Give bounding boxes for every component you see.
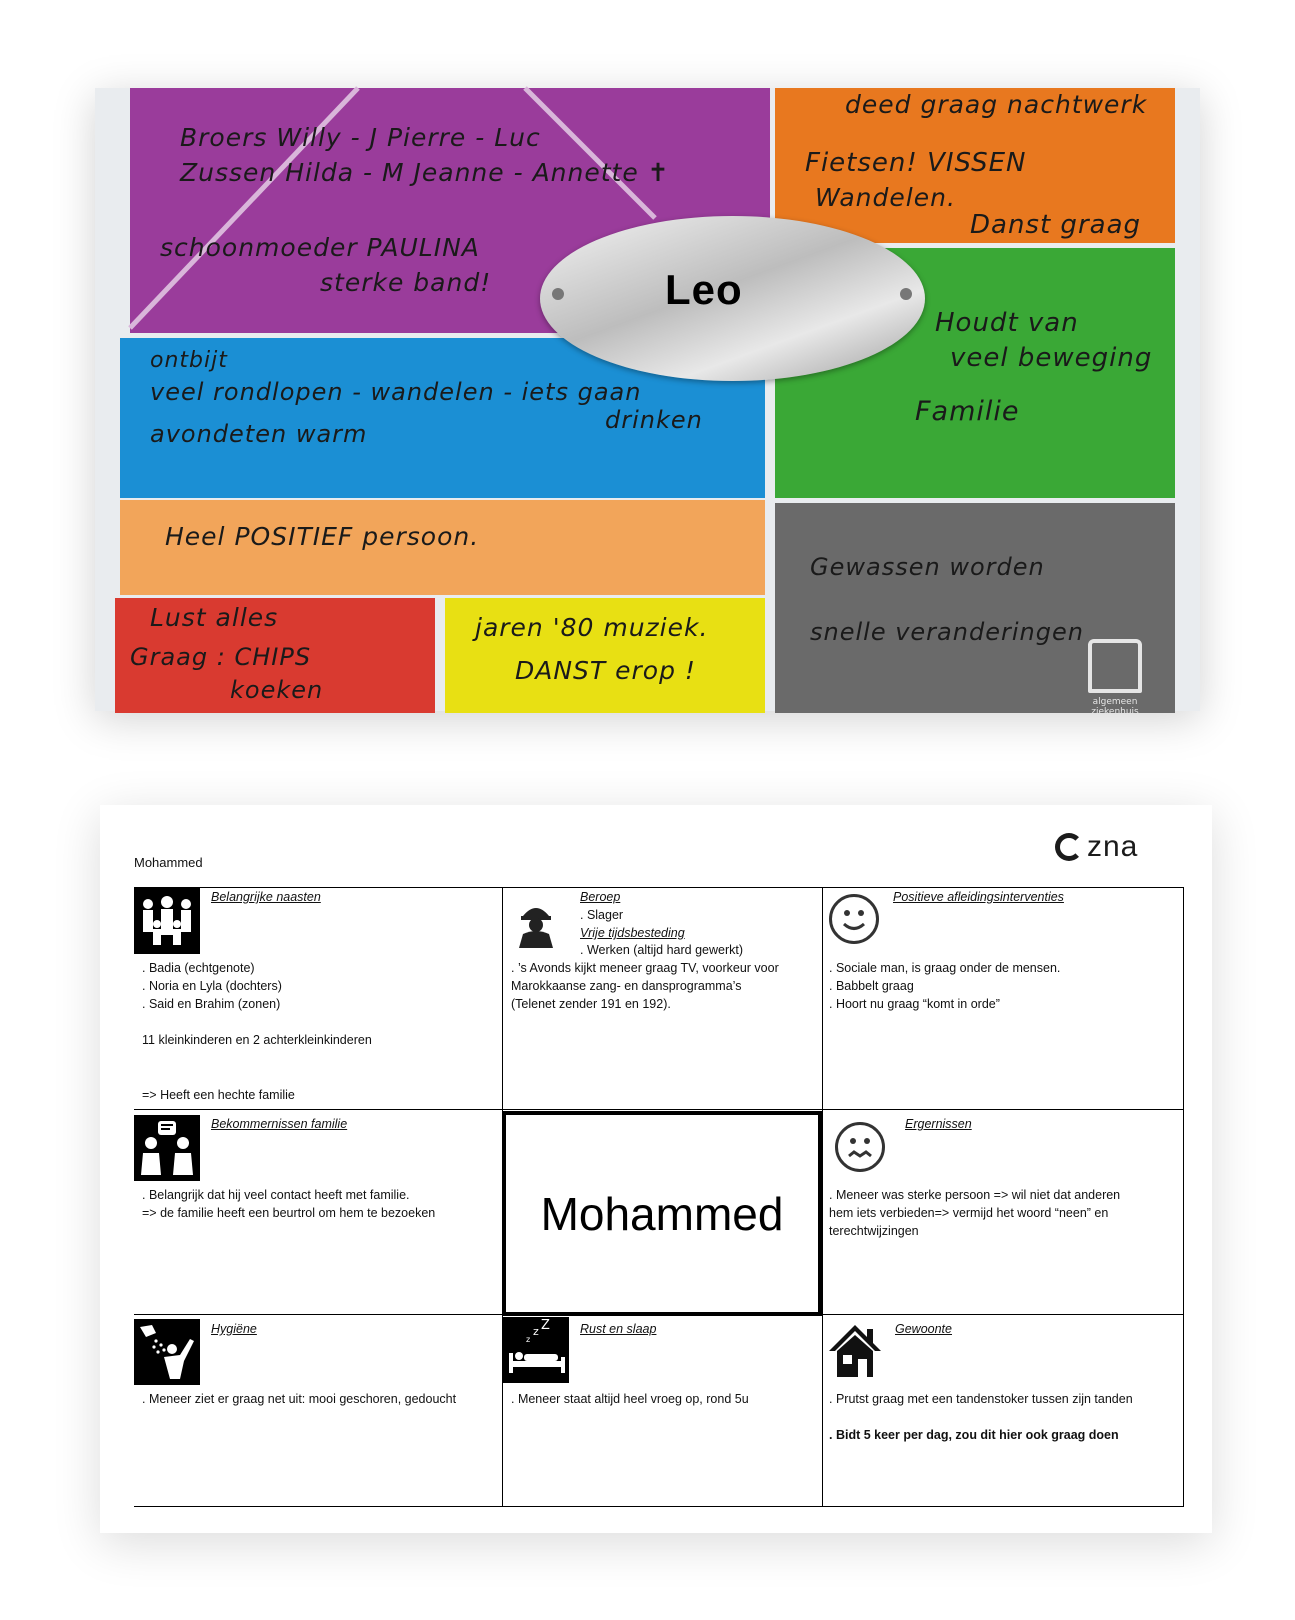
hobby-line-1: deed graag nachtwerk [845, 90, 1148, 119]
routine-line-3: drinken [605, 406, 703, 434]
movement-line-3: Familie [915, 396, 1020, 427]
zna-logo [1055, 829, 1165, 865]
rust-line: . Meneer staat altijd heel vroeg op, rond 5u [511, 1392, 749, 1406]
cell-title: Positieve afleidingsinterventies [893, 890, 1064, 904]
house-icon [827, 1323, 883, 1379]
beroep-line: . Werken (altijd hard gewerkt) [580, 943, 744, 957]
hospital-logo [1085, 639, 1145, 717]
svg-text:z: z [526, 1335, 531, 1344]
svg-text:z: z [533, 1325, 539, 1338]
document-header-name: Mohammed [134, 855, 203, 870]
poster-photo [95, 88, 1200, 717]
ergernissen-line: terechtwijzingen [829, 1224, 919, 1238]
cell-subtitle: Vrije tijdsbesteding [580, 926, 685, 940]
zna-swirl-icon [1055, 833, 1083, 861]
svg-text:Z: Z [541, 1318, 550, 1333]
music-line-2: DANST erop ! [515, 656, 696, 685]
family-group-icon [134, 888, 200, 954]
cell-gewoonte [822, 1314, 1184, 1507]
beroep-line: Marokkaanse zang- en dansprogramma’s [511, 979, 742, 993]
naasten-line: => Heeft een hechte familie [142, 1088, 295, 1102]
smiley-icon [829, 894, 879, 944]
personality-line: Heel POSITIEF persoon. [165, 522, 480, 551]
name-plate [540, 216, 925, 381]
profile-grid [134, 887, 1184, 1507]
routine-line-2: veel rondlopen - wandelen - iets gaan [150, 378, 642, 406]
bekommernissen-line: . Belangrijk dat hij veel contact heeft met familie. [142, 1188, 410, 1202]
ergernissen-line: hem iets verbieden=> vermijd het woord “neen” en [829, 1206, 1109, 1220]
food-tile [115, 598, 435, 713]
beroep-line: (Telenet zender 191 en 192). [511, 997, 671, 1011]
beroep-job: . Slager [580, 908, 624, 922]
hygiene-line: . Meneer ziet er graag net uit: mooi geschoren, gedoucht [142, 1392, 457, 1406]
naasten-line: . Badia (echtgenote) [142, 961, 255, 975]
routine-line-1: ontbijt [150, 348, 228, 373]
cell-title: Gewoonte [895, 1322, 952, 1336]
food-line-1: Lust alles [150, 603, 279, 632]
gewoonte-line-bold: . Bidt 5 keer per dag, zou dit hier ook graag doen [829, 1428, 1119, 1442]
positief-line: . Hoort nu graag “komt in orde” [829, 997, 1000, 1011]
cell-title: Hygiëne [211, 1322, 257, 1336]
family-line-brothers: Broers Willy - J Pierre - Luc [180, 123, 541, 152]
beroep-line: . ’s Avonds kijkt meneer graag TV, voorkeur voor [511, 961, 779, 975]
cell-hygiene [134, 1314, 502, 1507]
shower-icon [134, 1319, 200, 1385]
cell-title: Ergernissen [905, 1117, 972, 1131]
dislike-line-1: Gewassen worden [810, 553, 1045, 581]
cell-bekommernissen [134, 1109, 502, 1314]
music-line-1: jaren '80 muziek. [475, 613, 709, 642]
center-name: Mohammed [540, 1187, 784, 1240]
hobby-line-2: Fietsen! VISSEN [805, 148, 1027, 178]
personality-tile [120, 500, 765, 595]
cell-title: Bekommernissen familie [211, 1117, 348, 1131]
hobby-line-3: Wandelen. [815, 183, 956, 212]
family-line-bond: sterke band! [320, 268, 492, 297]
dislikes-tile [775, 503, 1175, 717]
cell-beroep [502, 887, 822, 1109]
family-line-mother-in-law: schoonmoeder PAULINA [160, 233, 480, 262]
cell-rust-en-slaap [502, 1314, 822, 1507]
bekommernissen-line: => de familie heeft een beurtrol om hem te bezoeken [142, 1206, 436, 1220]
movement-line-1: Houdt van [935, 308, 1079, 338]
family-conversation-icon [134, 1115, 200, 1181]
music-tile [445, 598, 765, 713]
naasten-line: . Said en Brahim (zonen) [142, 997, 281, 1011]
zna-logo-text: zna [1087, 830, 1139, 863]
gewoonte-line: . Prutst graag met een tandenstoker tussen zijn tanden [829, 1392, 1133, 1406]
hospital-logo-label: algemeen ziekenhuis [1091, 697, 1139, 717]
hospital-logo-mark [1088, 639, 1142, 693]
sleep-bed-icon [503, 1317, 569, 1383]
cell-title: Belangrijke naasten [211, 890, 321, 904]
family-line-sisters: Zussen Hilda - M Jeanne - Annette ✝ [180, 158, 670, 187]
naasten-line: 11 kleinkinderen en 2 achterkleinkinderen [142, 1033, 372, 1047]
cell-positieve-afleiding [822, 887, 1184, 1109]
food-line-2: Graag : CHIPS [130, 643, 312, 671]
naasten-line: . Noria en Lyla (dochters) [142, 979, 282, 993]
name-plate-text: Leo [665, 266, 743, 313]
cell-title: Beroep [580, 890, 621, 904]
screw-left [552, 288, 564, 300]
movement-line-2: veel beweging [950, 343, 1153, 373]
ergernissen-line: . Meneer was sterke persoon => wil niet dat anderen [829, 1188, 1121, 1202]
cell-belangrijke-naasten [134, 887, 502, 1109]
routine-line-4: avondeten warm [150, 420, 368, 448]
center-name-box [502, 1111, 822, 1316]
cell-title: Rust en slaap [580, 1322, 657, 1336]
hobby-line-4: Danst graag [970, 210, 1141, 240]
cell-ergernissen [822, 1109, 1184, 1314]
positief-line: . Babbelt graag [829, 979, 914, 993]
positief-line: . Sociale man, is graag onder de mensen. [829, 961, 1061, 975]
profile-document [100, 805, 1212, 1533]
worried-face-icon [835, 1122, 885, 1172]
worker-helmet-icon [511, 898, 561, 948]
food-line-3: koeken [230, 676, 324, 704]
screw-right [900, 288, 912, 300]
dislike-line-2: snelle veranderingen [810, 618, 1084, 646]
